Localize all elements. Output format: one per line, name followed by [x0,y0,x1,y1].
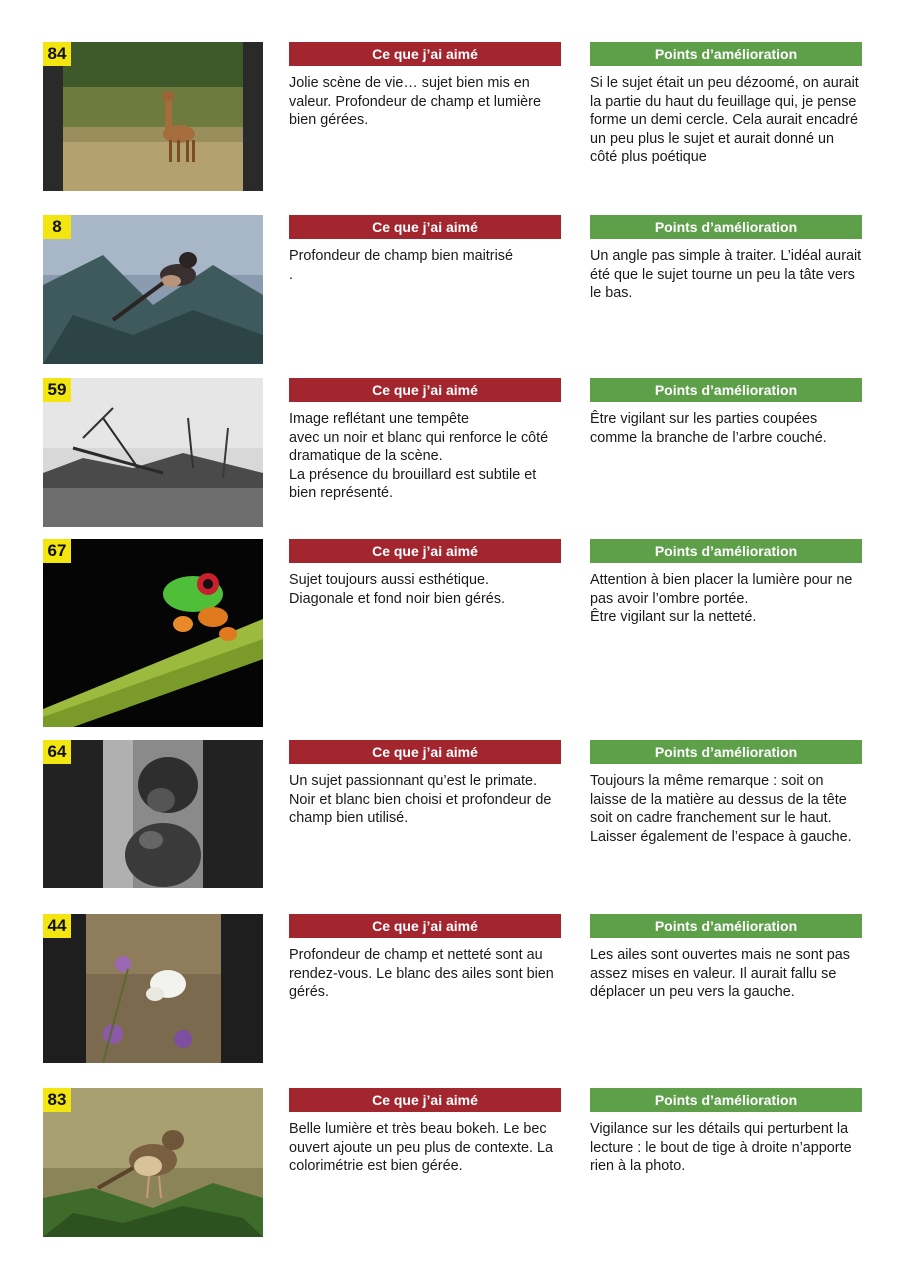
liked-column [289,1088,561,1176]
liked-text: Jolie scène de vie… sujet bien mis en valeur. Profondeur de champ et lumière bien gérées. [289,75,541,128]
improvement-header: Points d’amélioration [590,378,862,402]
liked-header: Ce que j’ai aimé [289,215,561,239]
improvement-text: Toujours la même remarque : soit on laisse de la matière au dessus de la tête soit on cadre franchement sur le haut. Laisser également de l’espace à gauche. [590,773,852,845]
liked-header: Ce que j’ai aimé [289,42,561,66]
improvement-column [590,740,862,846]
liked-column [289,740,561,828]
liked-text: Sujet toujours aussi esthétique. Diagonale et fond noir bien gérés. [289,572,506,607]
liked-header: Ce que j’ai aimé [289,378,561,402]
photo-number-badge: 64 [43,740,71,764]
improvement-header: Points d’amélioration [590,914,862,938]
bird-photo [43,215,263,364]
liked-text: Belle lumière et très beau bokeh. Le bec ouvert ajoute un peu plus de contexte. La colorimétrie est bien gérée. [289,1121,554,1174]
improvement-column [590,539,862,627]
liked-text: Un sujet passionnant qu’est le primate. Noir et blanc bien choisi et profondeur de champ bien utilisé. [289,773,552,826]
liked-header: Ce que j’ai aimé [289,1088,561,1112]
liked-column [289,215,561,284]
improvement-text: Être vigilant sur les parties coupées comme la branche de l’arbre couché. [590,411,827,446]
improvement-column [590,914,862,1002]
improvement-header: Points d’amélioration [590,42,862,66]
improvement-column [590,378,862,447]
liked-text: Profondeur de champ et netteté sont au rendez-vous. Le blanc des ailes sont bien gérés. [289,947,554,1000]
photo-number-badge: 83 [43,1088,71,1112]
butterfly-photo [43,914,263,1063]
improvement-text: Un angle pas simple à traiter. L’idéal aurait été que le sujet tourne un peu la tâte vers le bas. [590,248,862,301]
improvement-column [590,42,862,167]
liked-column [289,42,561,130]
improvement-text: Si le sujet était un peu dézoomé, on aurait la partie du haut du feuillage qui, je pense forme un demi cercle. Cela aurait encadré un peu plus le sujet et aurait donné un côté plus poétique [590,75,859,165]
liked-column [289,914,561,1002]
improvement-text: Vigilance sur les détails qui perturbent la lecture : le bout de tige à droite n’apporte rien à la photo. [590,1121,852,1174]
photo-number-badge: 44 [43,914,71,938]
liked-text: Profondeur de champ bien maitrisé . [289,248,513,283]
improvement-column [590,1088,862,1176]
liked-header: Ce que j’ai aimé [289,914,561,938]
liked-header: Ce que j’ai aimé [289,539,561,563]
photo-number-badge: 59 [43,378,71,402]
pipit-photo [43,1088,263,1237]
liked-column [289,539,561,608]
liked-header: Ce que j’ai aimé [289,740,561,764]
photo-number-badge: 8 [43,215,71,239]
photo-number-badge: 84 [43,42,71,66]
photo-number-badge: 67 [43,539,71,563]
frog-photo [43,539,263,727]
liked-column [289,378,561,503]
improvement-header: Points d’amélioration [590,539,862,563]
liked-text: Image reflétant une tempête avec un noir et blanc qui renforce le côté dramatique de la scène. La présence du brouillard est subtile et bien représenté. [289,411,549,501]
improvement-text: Attention à bien placer la lumière pour ne pas avoir l’ombre portée. Être vigilant sur la netteté. [590,572,853,625]
gorilla-photo [43,740,263,888]
tree-photo [43,378,263,527]
deer-photo [43,42,263,191]
improvement-text: Les ailes sont ouvertes mais ne sont pas assez mises en valeur. Il aurait fallu se déplacer un peu vers la gauche. [590,947,850,1000]
improvement-column [590,215,862,303]
improvement-header: Points d’amélioration [590,1088,862,1112]
improvement-header: Points d’amélioration [590,740,862,764]
improvement-header: Points d’amélioration [590,215,862,239]
